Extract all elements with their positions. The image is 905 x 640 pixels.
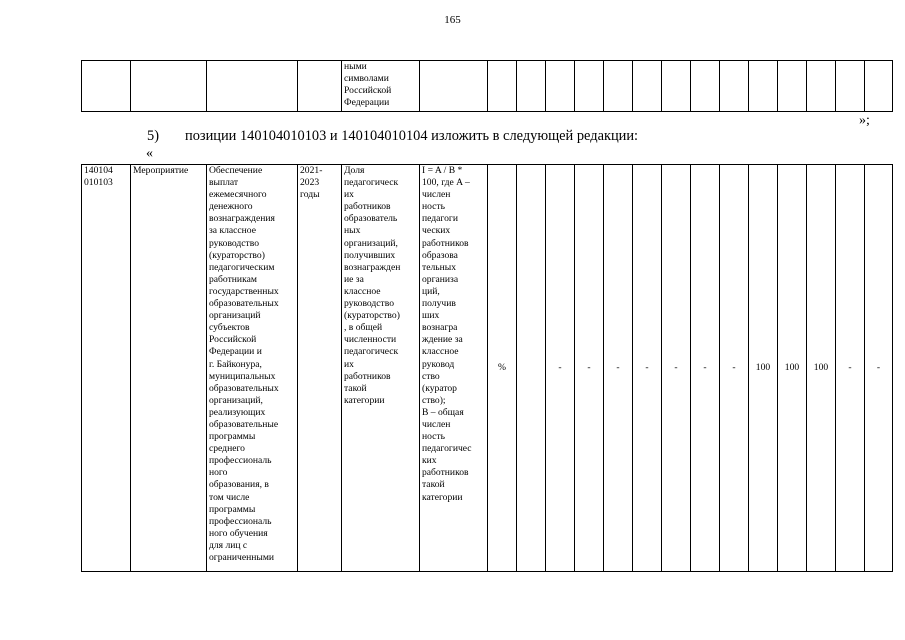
prev-value-cell — [517, 61, 546, 112]
value-cell: - — [575, 165, 604, 572]
indicator-cell: Доля педагогическ их работников образователь ных организаций, получивших вознагражден ие за классное руководство (кураторство) , в общей численности педагогическ их работников такой категории — [342, 165, 420, 572]
prev-value-cell — [807, 61, 836, 112]
prev-description-cell — [207, 61, 298, 112]
page-number: 165 — [444, 14, 461, 26]
prev-value-cell — [691, 61, 720, 112]
value-cell: 100 — [778, 165, 807, 572]
value-cell: - — [604, 165, 633, 572]
prev-unit-cell — [488, 61, 517, 112]
prev-value-cell — [749, 61, 778, 112]
value-cell: - — [546, 165, 575, 572]
value-cell: - — [865, 165, 893, 572]
prev-value-cell — [604, 61, 633, 112]
value-cell: - — [662, 165, 691, 572]
description-cell: Обеспечение выплат ежемесячного денежного вознаграждения за классное руководство (кураторство) педагогическим работникам государственных образовательных организаций субъектов Российской Федерации и г. Байконура, муниципальных образовательных организаций, реализующих образовательные программы среднего профессиональ ного образования, в том числе программы профессиональ ного обучения для лиц с ограниченными — [207, 165, 298, 572]
prev-code-cell — [82, 61, 131, 112]
prev-value-cell — [865, 61, 893, 112]
prev-type-cell — [131, 61, 207, 112]
prev-value-cell — [662, 61, 691, 112]
prev-period-cell — [298, 61, 342, 112]
section-heading — [147, 128, 638, 145]
section-number: 5) — [147, 128, 159, 144]
prev-value-cell — [836, 61, 865, 112]
value-cell: - — [633, 165, 662, 572]
code-cell: 140104 010103 — [82, 165, 131, 572]
prev-value-cell — [633, 61, 662, 112]
value-cell: - — [720, 165, 749, 572]
prev-value-cell — [720, 61, 749, 112]
prev-value-cell — [575, 61, 604, 112]
prev-indicator-cell: ными символами Российской Федерации — [342, 61, 420, 112]
formula-cell: I = A / B * 100, где A – числен ность педагоги ческих работников образова тельных организа ций, получив ших вознагра ждение за классное руковод ство (куратор ство); B – общая числен ность педагогичес ких работников такой категории — [420, 165, 488, 572]
value-cell: 100 — [749, 165, 778, 572]
value-cell: 100 — [807, 165, 836, 572]
table-row — [82, 165, 893, 572]
unit-cell: % — [488, 165, 517, 572]
closing-quote: »; — [859, 113, 870, 128]
type-cell: Мероприятие — [131, 165, 207, 572]
prev-value-cell — [778, 61, 807, 112]
value-cell — [517, 165, 546, 572]
table-row — [82, 61, 893, 112]
opening-quote: « — [146, 146, 153, 161]
value-cell: - — [836, 165, 865, 572]
position-table — [81, 164, 893, 572]
value-cell: - — [691, 165, 720, 572]
section-text: позиции 140104010103 и 140104010104 изложить в следующей редакции: — [185, 128, 639, 144]
prev-formula-cell — [420, 61, 488, 112]
previous-row-table — [81, 60, 893, 112]
prev-value-cell — [546, 61, 575, 112]
period-cell: 2021- 2023 годы — [298, 165, 342, 572]
